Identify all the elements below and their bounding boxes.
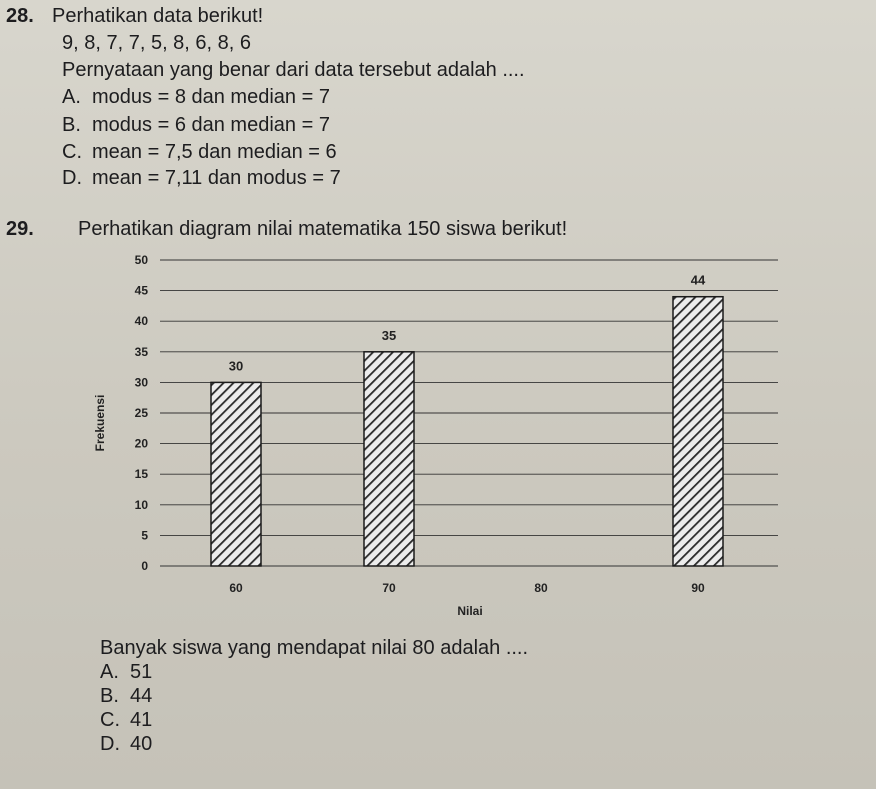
chart-bars <box>211 273 723 566</box>
y-tick-label-10: 10 <box>134 497 148 512</box>
x-tick-label-80: 80 <box>534 581 548 595</box>
y-tick-label-30: 30 <box>134 375 148 390</box>
q28-option-a[interactable] <box>62 85 330 109</box>
q29-option-b-label: B. <box>100 685 119 707</box>
y-tick-label-35: 35 <box>134 344 148 359</box>
chart-x-tick-labels <box>229 581 705 595</box>
question-29-question: Banyak siswa yang mendapat nilai 80 adalah .... <box>100 637 529 659</box>
y-tick-label-50: 50 <box>134 253 148 267</box>
x-tick-label-60: 60 <box>229 581 243 595</box>
q28-option-b-label: B. <box>62 114 81 136</box>
q28-option-b[interactable] <box>62 113 330 137</box>
y-tick-label-15: 15 <box>134 467 148 482</box>
y-tick-label-25: 25 <box>134 406 148 420</box>
q29-option-d-label: D. <box>100 733 120 755</box>
data-label-90: 44 <box>690 272 706 288</box>
question-28-prompt: Perhatikan data berikut! <box>52 5 264 27</box>
q28-option-a-label: A. <box>62 86 81 108</box>
question-29-number: 29. <box>6 218 34 240</box>
x-tick-label-70: 70 <box>382 581 396 595</box>
question-29-prompt: Perhatikan diagram nilai matematika 150 siswa berikut! <box>78 218 568 240</box>
q29-option-d-text: 40 <box>130 733 153 755</box>
frequency-bar-chart <box>88 240 788 630</box>
q28-option-c-label: C. <box>62 141 82 163</box>
q28-option-d-label: D. <box>62 167 82 189</box>
q29-option-d[interactable] <box>100 732 152 756</box>
question-28-statement: Pernyataan yang benar dari data tersebut adalah .... <box>62 59 525 81</box>
y-tick-label-5: 5 <box>141 528 148 543</box>
q28-option-d[interactable] <box>62 166 341 190</box>
y-tick-label-0: 0 <box>141 559 148 573</box>
x-tick-label-90: 90 <box>691 581 705 595</box>
chart-x-axis-label: Nilai <box>457 604 483 618</box>
y-tick-label-40: 40 <box>134 314 148 329</box>
q28-option-c-text: mean = 7,5 dan median = 6 <box>92 141 337 163</box>
q28-option-a-text: modus = 8 dan median = 7 <box>92 86 330 108</box>
q28-option-b-text: modus = 6 dan median = 7 <box>92 114 330 136</box>
y-tick-label-20: 20 <box>134 436 148 451</box>
chart-y-axis-label: Frekuensi <box>93 394 107 452</box>
q29-option-b-text: 44 <box>130 685 153 707</box>
q29-option-c[interactable] <box>100 708 152 732</box>
data-label-60: 30 <box>228 358 244 374</box>
q29-option-b[interactable] <box>100 684 152 708</box>
data-label-70: 35 <box>381 327 397 343</box>
chart-y-tick-labels <box>135 253 149 573</box>
q29-option-c-label: C. <box>100 709 120 731</box>
q28-option-d-text: mean = 7,11 dan modus = 7 <box>92 167 341 189</box>
q28-option-c[interactable] <box>62 140 337 164</box>
y-tick-label-45: 45 <box>134 283 148 298</box>
q29-option-a-text: 51 <box>130 661 153 683</box>
bar-70 <box>364 352 414 566</box>
question-28-data: 9, 8, 7, 7, 5, 8, 6, 8, 6 <box>62 32 252 54</box>
bar-60 <box>211 382 261 566</box>
q29-option-a[interactable] <box>100 660 152 684</box>
q29-option-a-label: A. <box>100 661 119 683</box>
question-28-number: 28. <box>6 5 34 27</box>
q29-option-c-text: 41 <box>130 709 153 731</box>
bar-90 <box>673 297 723 566</box>
